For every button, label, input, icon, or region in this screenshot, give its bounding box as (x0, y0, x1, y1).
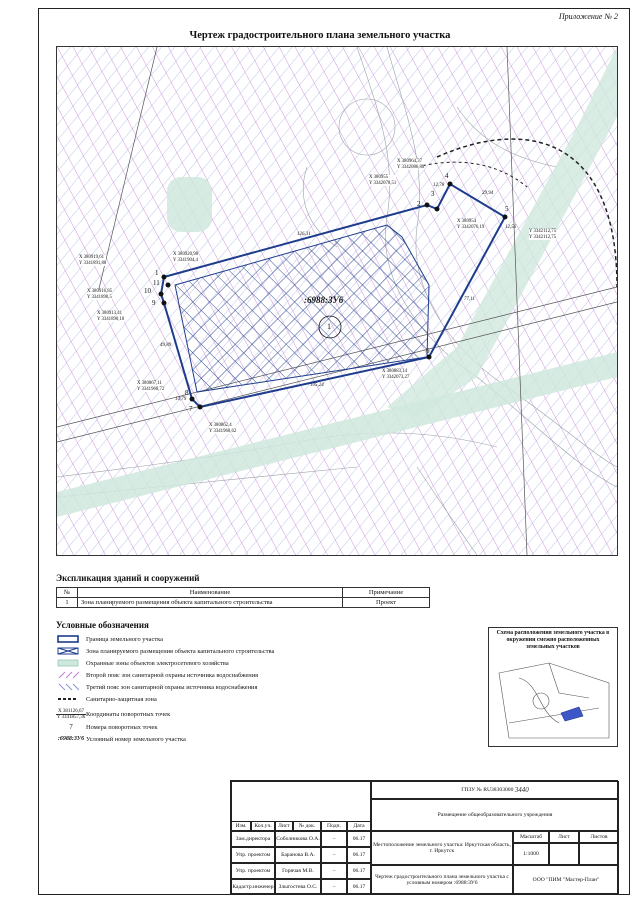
coord-callout: X 380964,37 Y 3342086,88 (397, 159, 425, 170)
coord-callout: X 380919,61 Y 3341891,88 (79, 255, 107, 266)
site-plan-map (56, 46, 618, 556)
point-label: 7 (189, 405, 193, 413)
legend-item: X 381126,67 Y 3341857,36 Координаты поворотных точек (56, 708, 171, 720)
person: Баранова В.А. (275, 847, 321, 863)
sheets-value (579, 843, 619, 865)
explication-table (56, 587, 430, 608)
organization-cell: ООО "ПИМ "Мастер-План" (513, 865, 619, 895)
sheet-label: Лист (549, 831, 579, 843)
explication-header: Наименование (78, 588, 343, 598)
second-belt-symbol (56, 671, 80, 679)
role: Упр. проектом (231, 847, 275, 863)
build-zone-symbol (56, 647, 80, 655)
date: 06.17 (347, 831, 371, 847)
coord-callout: Y 3342112,75 Y 3342112,75 (529, 229, 557, 240)
date: 06.17 (347, 863, 371, 879)
role: Зам.директора (231, 831, 275, 847)
appendix-label: Приложение № 2 (558, 12, 618, 21)
segment-length: 49,89 (160, 343, 172, 348)
legend-item: Третий пояс зон санитарной охраны источника водоснабжения (56, 681, 476, 693)
coord-callout: X 380954 Y 3342076,19 (457, 219, 485, 230)
segment-length: 14,79 (175, 397, 187, 402)
zone-number: 1 (327, 322, 331, 331)
person: Злыгостева О.С. (275, 879, 321, 895)
sheets-label: Листов (579, 831, 619, 843)
explication-header: № (57, 588, 78, 598)
explication-header: Примечание (343, 588, 430, 598)
point-label: 4 (445, 172, 449, 180)
doc-code-cell: ГПЗУ № RU38303000 3440 (371, 781, 619, 799)
point-label: 2 (417, 200, 421, 208)
legend-item: 7 Номера поворотных точек (56, 721, 476, 733)
legend-title: Условные обозначения (56, 620, 149, 630)
object-cell: Размещение общеобразовательного учреждения (371, 799, 619, 831)
point-label: 3 (431, 190, 435, 198)
signature: ~ (321, 879, 347, 895)
role: Кадастр.инженер (231, 879, 275, 895)
coord-sample: X 381126,67 Y 3341857,36 (56, 708, 86, 720)
scale-value: 1:1000 (513, 843, 549, 865)
date: 06.17 (347, 879, 371, 895)
coord-callout: X 380955 Y 3342078,51 (369, 175, 397, 186)
legend-item: Граница земельного участка (56, 633, 476, 645)
point-label: 8 (185, 389, 189, 397)
point-label: 5 (505, 205, 509, 213)
legend-item: Зона планируемого размещения объекта капитального строительства (56, 645, 476, 657)
segment-length: 12,56 (505, 225, 517, 230)
segment-length: 126,31 (297, 232, 311, 237)
inset-title: Схема расположения земельного участка в окружении смежно расположенных земельных участков (496, 630, 610, 650)
person: Горячая М.В. (275, 863, 321, 879)
sanitary-zone-symbol (56, 695, 80, 703)
title-block: ГПЗУ № RU38303000 3440 Размещение общеобразовательного учреждения Местоположение земельного участка: Иркутская область, г. Иркутск Масштаб Лист Листов 1:1000 Чертеж градостроительного плана земельного участка с условным номером :6988:ЗУ6 ООО "ПИМ "Мастер-План" Изм. Кол.уч. Лист № док. Подп. Дата Зам.директора Соболникова О.А. ~ 06.17 Упр. проектом Баранова В.А. ~ 06.17 Упр. проектом Горячая М.В. ~ 06.17 Кадастр.инженер Злыгостева О.С. ~ 06.17 (230, 780, 618, 894)
point-label: 10 (144, 287, 151, 295)
scale-label: Масштаб (513, 831, 549, 843)
segment-length: 12,78 (433, 183, 445, 188)
point-label: 1 (155, 269, 159, 277)
plot-cadastral-label: :6988:ЗУ6 (304, 295, 344, 305)
legend-item: Санитарно-защитная зона (56, 693, 476, 705)
signature: ~ (321, 847, 347, 863)
role: Упр. проектом (231, 863, 275, 879)
point-label: 11 (153, 279, 160, 287)
point-label: 6 (426, 347, 430, 355)
person: Соболникова О.А. (275, 831, 321, 847)
coord-callout: X 380920,98 Y 3341904,4 (173, 252, 199, 263)
coord-callout: X 380913,41 Y 3341890,18 (97, 311, 125, 322)
coord-callout: X 380916,85 Y 3341890,5 (87, 289, 113, 300)
table-row: 1 Зона планируемого размещения объекта капитального строительства Проект (57, 598, 430, 608)
drawing-title-cell: Чертеж градостроительного плана земельного участка с условным номером :6988:ЗУ6 (371, 865, 513, 895)
page-title: Чертеж градостроительного плана земельного участка (189, 30, 451, 41)
legend-item: Второй пояс зон санитарной охраны источника водоснабжения (56, 669, 476, 681)
legend-item: :6988:ЗУ6 Условный номер земельного участка (57, 735, 186, 743)
point-label: 9 (152, 299, 156, 307)
signature: ~ (321, 863, 347, 879)
point-sample: 7 (69, 722, 73, 731)
location-cell: Местоположение земельного участка: Иркутская область, г. Иркутск (371, 831, 513, 865)
inset-map (489, 653, 617, 743)
location-scheme-inset (488, 627, 618, 747)
segment-length: 29,94 (482, 191, 494, 196)
third-belt-symbol (56, 683, 80, 691)
signature: ~ (321, 831, 347, 847)
electric-zone-symbol (56, 659, 80, 667)
legend-item: Охранные зоны объектов электросетевого хозяйства (56, 657, 476, 669)
sheet-value (549, 843, 579, 865)
coord-callout: X 380867,11 Y 3341968,72 (137, 381, 165, 392)
legend (56, 633, 476, 745)
boundary-symbol (56, 635, 80, 643)
coord-callout: X 380862,4 Y 3341960,62 (209, 423, 237, 434)
segment-length: 77,11 (464, 297, 475, 302)
coord-callout: X 380883,14 Y 3342073,27 (382, 369, 410, 380)
date: 06.17 (347, 847, 371, 863)
cad-sample: :6988:ЗУ6 (57, 735, 85, 742)
segment-length: 105,24 (310, 383, 324, 388)
explication-title: Экспликация зданий и сооружений (56, 573, 200, 583)
